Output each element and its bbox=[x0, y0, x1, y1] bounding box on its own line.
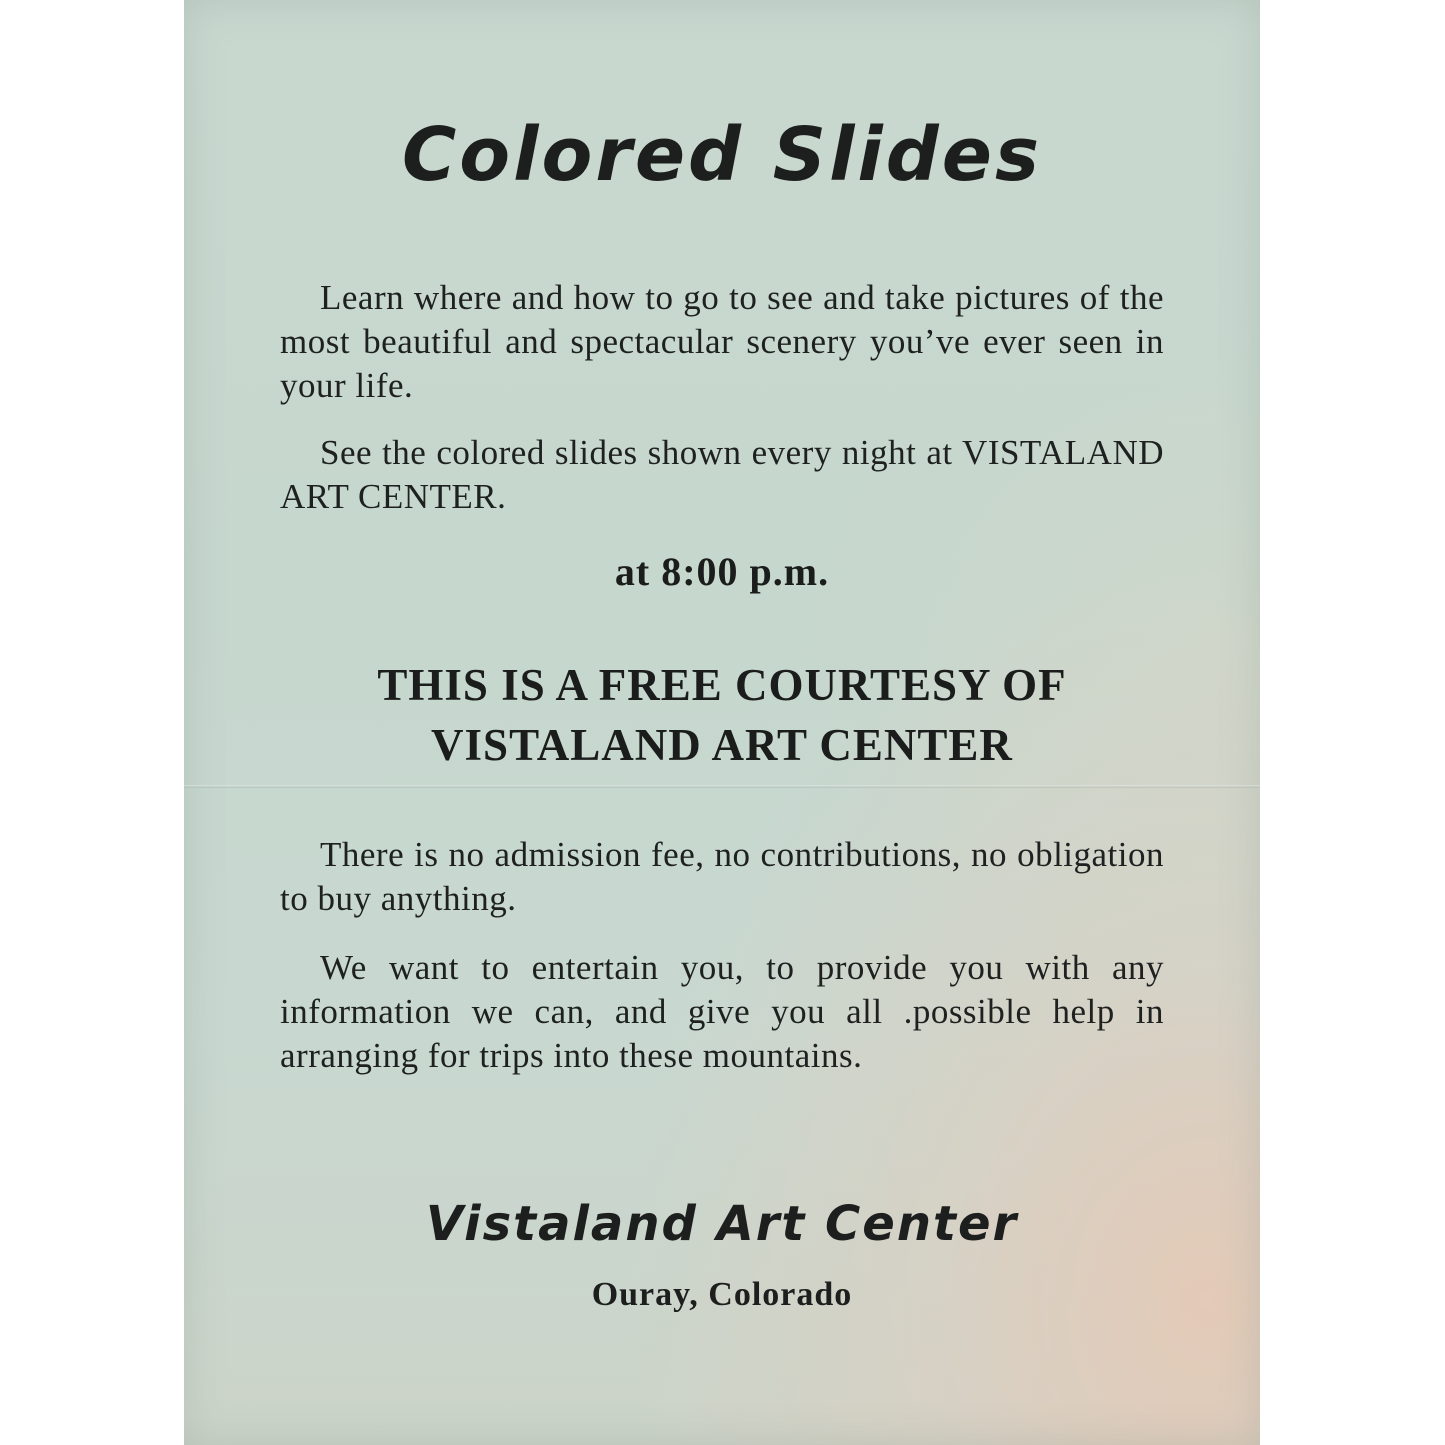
admission-paragraph: There is no admission fee, no contributions, no obligation to buy anything. bbox=[280, 835, 1164, 918]
signature-name: Vistaland Art Center bbox=[425, 1196, 1019, 1252]
flyer-page bbox=[184, 0, 1260, 1445]
slides-paragraph: See the colored slides shown every night at VISTALAND ART CENTER. bbox=[280, 433, 1164, 516]
showtime: at 8:00 p.m. bbox=[614, 549, 830, 594]
entertain-paragraph: We want to entertain you, to provide you with any information we can, and give you all .possible help in arranging for trips into these mountains. bbox=[280, 948, 1164, 1075]
intro-paragraph: Learn where and how to go to see and take pictures of the most beautiful and spectacular scenery you’ve ever seen in your life. bbox=[280, 278, 1164, 405]
paper-fold-crease bbox=[184, 785, 1260, 788]
courtesy-line-1: THIS IS A FREE COURTESY OF bbox=[377, 660, 1067, 710]
flyer-title: Colored Slides bbox=[402, 112, 1042, 198]
courtesy-line-2: VISTALAND ART CENTER bbox=[431, 720, 1013, 770]
location-text: Ouray, Colorado bbox=[591, 1276, 853, 1313]
courtesy-heading bbox=[244, 655, 1200, 775]
